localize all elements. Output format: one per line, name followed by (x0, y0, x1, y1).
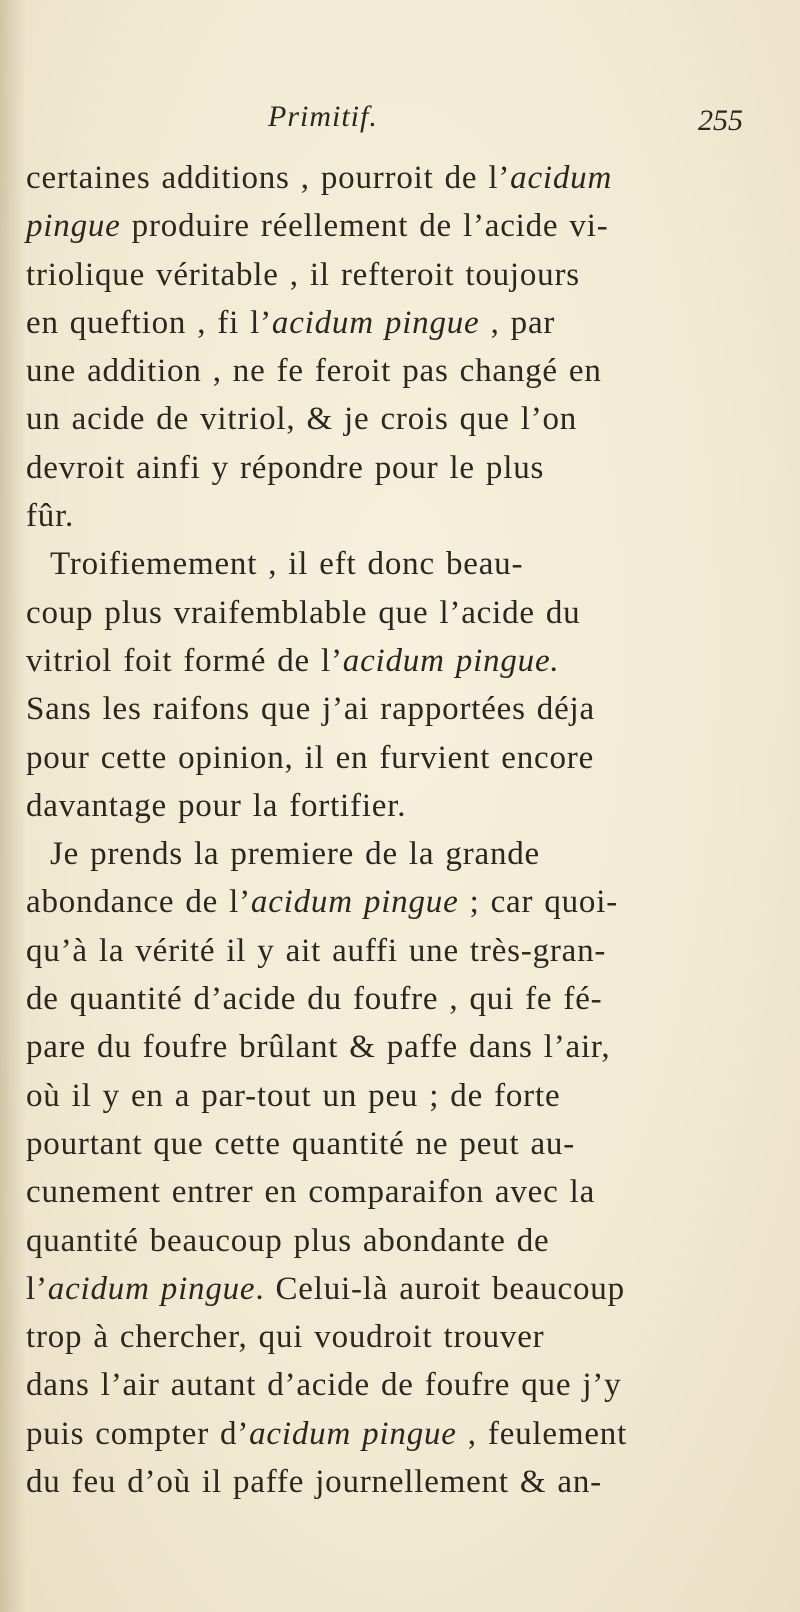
text-run: . Celui-là auroit beaucoup (255, 1270, 625, 1307)
text-line (26, 347, 666, 395)
text-run: , par (479, 304, 556, 341)
text-run: une addition , ne fe feroit pas changé en (26, 353, 602, 390)
text-run: cunement entrer en comparaifon avec la (26, 1174, 596, 1211)
text-line (26, 685, 666, 733)
italic-text: acidum pingue (249, 1415, 457, 1452)
text-line (26, 202, 666, 250)
text-line (26, 492, 666, 540)
text-run: de quantité d’acide du foufre , qui fe fé- (26, 981, 603, 1018)
text-line (26, 154, 666, 202)
text-run: davantage pour la fortifier. (26, 787, 407, 824)
text-run: où il y en a par-tout un peu ; de forte (26, 1077, 561, 1114)
text-run: fûr. (26, 498, 75, 535)
italic-text: acidum pingue (271, 304, 480, 341)
page-number: 255 (698, 104, 743, 137)
page-header (0, 100, 800, 146)
italic-text: acidum pingue. (342, 642, 560, 679)
text-run: coup plus vraifemblable que l’acide du (26, 594, 581, 631)
text-run: dans l’air autant d’acide de foufre que j’y (26, 1367, 622, 1404)
text-line (26, 1313, 666, 1361)
text-run: vitriol foit formé de l’ (26, 642, 343, 679)
text-line (26, 251, 666, 299)
text-line (26, 782, 666, 830)
text-line (26, 589, 666, 637)
text-run: qu’à la vérité il y ait auffi une très-gran- (26, 932, 607, 969)
text-line (26, 637, 666, 685)
text-line (26, 540, 666, 588)
text-run: Troifiemement , il eft donc beau- (50, 546, 524, 583)
italic-text: pingue (26, 208, 121, 245)
italic-text: acidum pingue (47, 1270, 256, 1307)
text-line (26, 1217, 666, 1265)
text-line (26, 830, 666, 878)
page-fold-shadow (0, 0, 26, 1612)
text-line (26, 1410, 666, 1458)
text-line (26, 927, 666, 975)
text-run: pour cette opinion, il en furvient encore (26, 739, 595, 776)
text-run: quantité beaucoup plus abondante de (26, 1222, 550, 1259)
text-run: devroit ainfi y répondre pour le plus (26, 449, 545, 486)
italic-text: acidum (510, 160, 613, 196)
text-line (26, 1120, 666, 1168)
body-text (26, 154, 666, 1506)
text-run: ; car quoi- (458, 884, 618, 921)
text-line (26, 1458, 666, 1506)
text-run: pare du foufre brûlant & paffe dans l’air, (26, 1029, 611, 1066)
text-line (26, 1072, 666, 1120)
text-run: Je prends la premiere de la grande (50, 836, 540, 873)
running-head: Primitif. (268, 100, 378, 133)
text-run: , feulement (456, 1415, 628, 1452)
text-line (26, 734, 666, 782)
text-run: certaines additions , pourroit de l’ (26, 160, 511, 196)
text-line (26, 1168, 666, 1216)
text-line (26, 1265, 666, 1313)
text-run: en queftion , fi l’ (26, 304, 272, 341)
text-run: un acide de vitriol, & je crois que l’on (26, 401, 578, 438)
text-run: l’ (26, 1270, 48, 1307)
text-line (26, 1023, 666, 1071)
text-run: du feu d’où il paffe journellement & an- (26, 1464, 602, 1501)
text-line (26, 444, 666, 492)
text-line (26, 1361, 666, 1409)
text-run: triolique véritable , il refteroit toujours (26, 256, 580, 293)
text-line (26, 975, 666, 1023)
text-run: abondance de l’ (26, 884, 251, 921)
text-run: produire réellement de l’acide vi- (120, 208, 609, 245)
text-run: trop à chercher, qui voudroit trouver (26, 1319, 545, 1356)
text-run: pourtant que cette quantité ne peut au- (26, 1125, 575, 1162)
italic-text: acidum pingue (250, 884, 459, 921)
text-run: Sans les raifons que j’ai rapportées déja (26, 691, 595, 728)
text-run: puis compter d’ (26, 1415, 250, 1452)
text-line (26, 299, 666, 347)
text-line (26, 395, 666, 443)
text-line (26, 878, 666, 926)
